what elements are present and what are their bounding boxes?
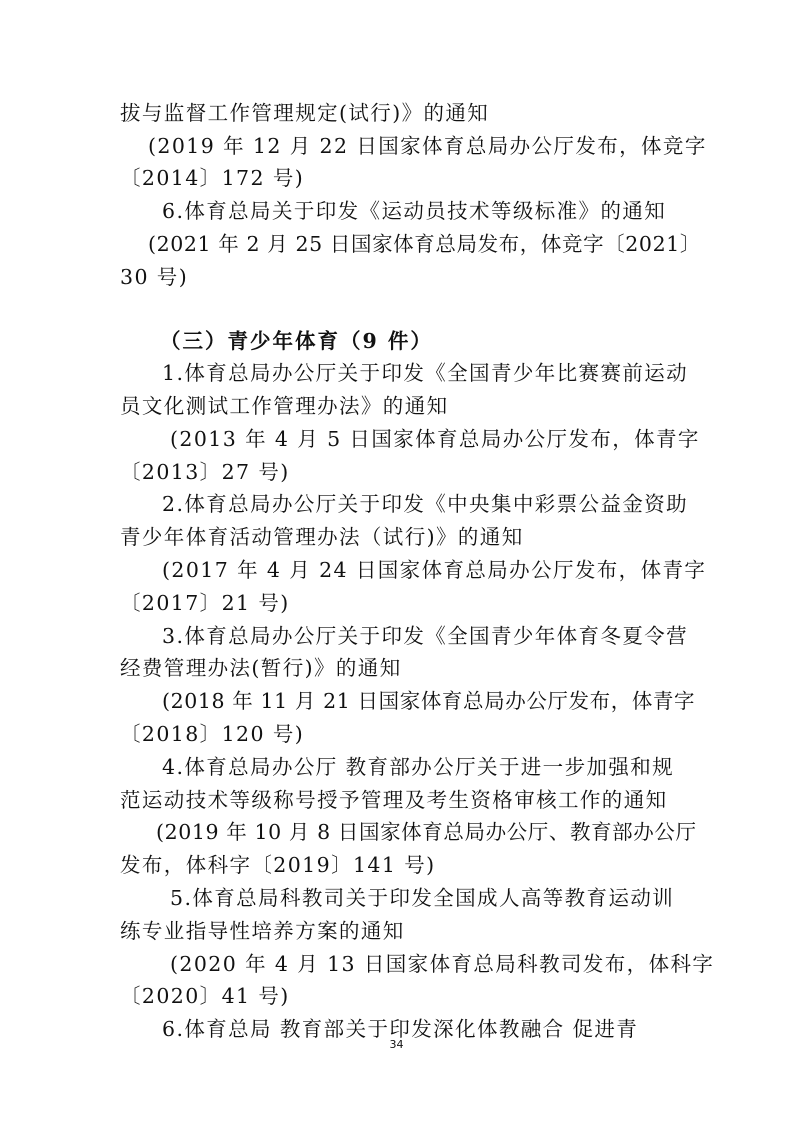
text-line: 2.体育总局办公厅关于印发《中央集中彩票公益金资助 [162,492,689,516]
text-line: (2020 年 4 月 13 日国家体育总局科教司发布，体科字 [170,952,715,976]
text-line: 〔2017〕21 号) [120,591,290,615]
text-line: 6.体育总局 教育部关于印发深化体教融合 促进青 [162,1017,639,1041]
text-line: 青少年体育活动管理办法（试行)》的通知 [120,525,524,549]
text-line: 〔2018〕120 号) [120,722,305,746]
text-line: 经费管理办法(暂行)》的通知 [120,656,402,680]
text-line: (2018 年 11 月 21 日国家体育总局办公厅发布，体青字 [162,689,696,713]
text-line: (2013 年 4 月 5 日国家体育总局办公厅发布，体青字 [170,427,700,451]
page-number: 34 [389,1038,404,1051]
text-line: (2017 年 4 月 24 日国家体育总局办公厅发布，体青字 [162,558,707,582]
text-line: 员文化测试工作管理办法》的通知 [120,394,449,418]
text-line: 〔2013〕27 号) [120,460,290,484]
text-line: 练专业指导性培养方案的通知 [120,919,405,943]
text-line: (2021 年 2 月 25 日国家体育总局发布，体竞字〔2021〕 [148,232,701,256]
section-heading: （三）青少年体育（9 件） [160,329,433,353]
text-line: 6.体育总局关于印发《运动员技术等级标准》的通知 [162,199,667,223]
text-line: 〔2014〕172 号) [120,166,305,190]
text-line: 5.体育总局科教司关于印发全国成人高等教育运动训 [170,886,675,910]
text-line: 范运动技术等级称号授予管理及考生资格审核工作的通知 [120,788,668,812]
text-line: (2019 年 10 月 8 日国家体育总局办公厅、教育部办公厅 [156,820,697,844]
text-line: (2019 年 12 月 22 日国家体育总局办公厅发布，体竞字 [148,134,707,158]
text-line: 1.体育总局办公厅关于印发《全国青少年比赛赛前运动 [162,361,689,385]
text-line: 发布，体科字〔2019〕141 号) [120,853,436,877]
text-line: 〔2020〕41 号) [120,984,290,1008]
text-line: 拔与监督工作管理规定(试行)》的通知 [120,101,490,125]
text-line: 30 号) [120,265,189,289]
text-line: 4.体育总局办公厅 教育部办公厅关于进一步加强和规 [162,755,675,779]
text-line: 3.体育总局办公厅关于印发《全国青少年体育冬夏令营 [162,624,689,648]
